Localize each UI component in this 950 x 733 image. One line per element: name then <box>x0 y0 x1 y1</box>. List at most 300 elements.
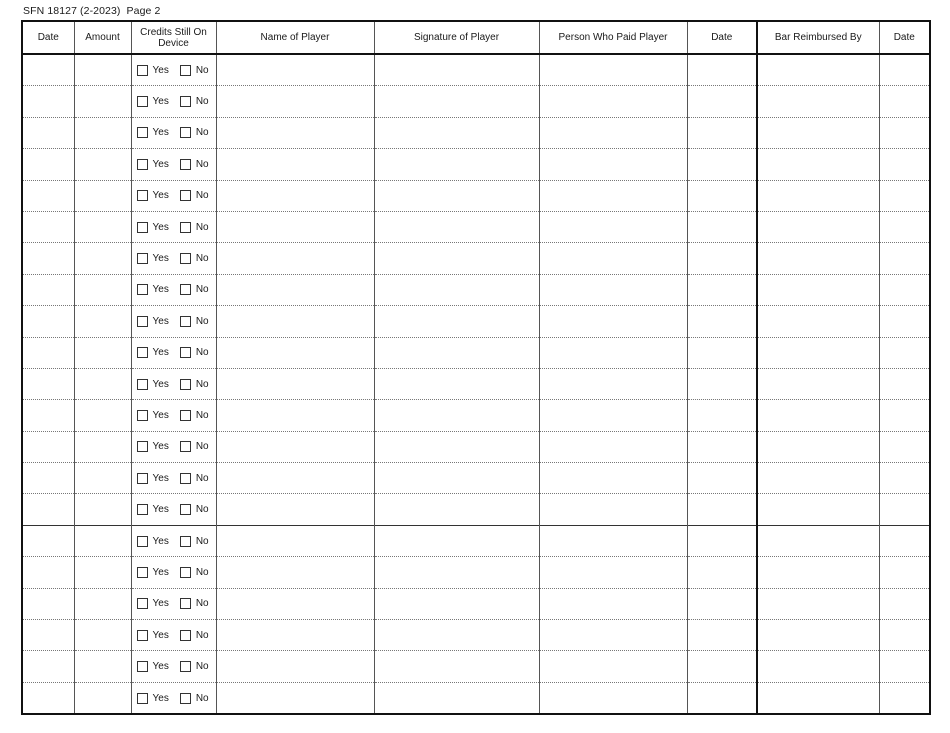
bar-reimbursed-by-cell[interactable] <box>757 306 879 337</box>
credits-cell <box>131 243 216 274</box>
credits-yes-checkbox[interactable] <box>137 190 148 201</box>
date-cell[interactable] <box>22 588 74 619</box>
name-of-player-cell[interactable] <box>216 54 374 86</box>
bar-reimbursed-by-cell[interactable] <box>757 274 879 305</box>
name-of-player-cell[interactable] <box>216 211 374 242</box>
credits-yes-checkbox[interactable] <box>137 96 148 107</box>
amount-cell[interactable] <box>74 86 131 117</box>
reimbursed-date-cell[interactable] <box>879 651 930 682</box>
amount-cell[interactable] <box>74 651 131 682</box>
credits-yes-label: Yes <box>152 284 169 296</box>
credits-cell <box>131 180 216 211</box>
name-of-player-cell[interactable] <box>216 588 374 619</box>
credits-no-label: No <box>195 661 209 673</box>
credits-yes-option[interactable] <box>137 253 169 264</box>
credits-yes-checkbox[interactable] <box>137 379 148 390</box>
name-of-player-cell[interactable] <box>216 149 374 180</box>
credits-no-checkbox[interactable] <box>180 222 191 233</box>
credits-no-label: No <box>195 96 209 108</box>
credits-yes-option[interactable] <box>137 630 169 641</box>
table-row <box>22 463 930 494</box>
credits-still-on-device-options <box>132 347 216 358</box>
credits-yes-option[interactable] <box>137 473 169 484</box>
credits-yes-checkbox[interactable] <box>137 159 148 170</box>
credits-yes-option[interactable] <box>137 159 169 170</box>
table-row <box>22 588 930 619</box>
credits-no-option[interactable] <box>180 630 209 641</box>
person-who-paid-player-cell[interactable] <box>539 400 687 431</box>
credits-no-option[interactable] <box>180 284 209 295</box>
name-of-player-cell[interactable] <box>216 86 374 117</box>
credits-no-option[interactable] <box>180 410 209 421</box>
amount-cell[interactable] <box>74 368 131 399</box>
name-of-player-cell[interactable] <box>216 651 374 682</box>
bar-reimbursed-by-cell[interactable] <box>757 337 879 368</box>
credits-yes-label: Yes <box>152 347 169 359</box>
signature-of-player-cell[interactable] <box>374 588 539 619</box>
credits-no-option[interactable] <box>180 316 209 327</box>
paid-date-cell[interactable] <box>687 86 757 117</box>
reimbursed-date-cell[interactable] <box>879 54 930 86</box>
credits-yes-checkbox[interactable] <box>137 536 148 547</box>
signature-of-player-cell[interactable] <box>374 620 539 651</box>
paid-date-cell[interactable] <box>687 431 757 462</box>
reimbursed-date-cell[interactable] <box>879 588 930 619</box>
paid-date-cell[interactable] <box>687 682 757 714</box>
credits-no-label: No <box>195 504 209 516</box>
reimbursed-date-cell[interactable] <box>879 180 930 211</box>
person-who-paid-player-cell[interactable] <box>539 525 687 556</box>
person-who-paid-player-cell[interactable] <box>539 557 687 588</box>
reimbursed-date-cell[interactable] <box>879 620 930 651</box>
table-row <box>22 620 930 651</box>
credits-no-option[interactable] <box>180 253 209 264</box>
bar-reimbursed-by-cell[interactable] <box>757 180 879 211</box>
credits-no-checkbox[interactable] <box>180 630 191 641</box>
paid-date-cell[interactable] <box>687 274 757 305</box>
signature-of-player-cell[interactable] <box>374 306 539 337</box>
person-who-paid-player-cell[interactable] <box>539 54 687 86</box>
person-who-paid-player-cell[interactable] <box>539 682 687 714</box>
amount-cell[interactable] <box>74 274 131 305</box>
person-who-paid-player-cell[interactable] <box>539 180 687 211</box>
credits-no-option[interactable] <box>180 536 209 547</box>
credits-yes-checkbox[interactable] <box>137 316 148 327</box>
name-of-player-cell[interactable] <box>216 494 374 525</box>
name-of-player-cell[interactable] <box>216 337 374 368</box>
date-cell[interactable] <box>22 682 74 714</box>
person-who-paid-player-cell[interactable] <box>539 117 687 148</box>
date-cell[interactable] <box>22 243 74 274</box>
signature-of-player-cell[interactable] <box>374 431 539 462</box>
credits-yes-option[interactable] <box>137 504 169 515</box>
credits-still-on-device-options <box>132 567 216 578</box>
credits-cell <box>131 588 216 619</box>
bar-reimbursed-by-cell[interactable] <box>757 620 879 651</box>
amount-cell[interactable] <box>74 54 131 86</box>
credits-no-label: No <box>195 692 209 704</box>
reimbursed-date-cell[interactable] <box>879 86 930 117</box>
credits-no-checkbox[interactable] <box>180 316 191 327</box>
credits-no-option[interactable] <box>180 598 209 609</box>
credits-yes-checkbox[interactable] <box>137 598 148 609</box>
date-cell[interactable] <box>22 431 74 462</box>
credits-yes-option[interactable] <box>137 598 169 609</box>
credits-still-on-device-options <box>132 96 216 107</box>
amount-cell[interactable] <box>74 525 131 556</box>
credits-still-on-device-options <box>132 253 216 264</box>
paid-date-cell[interactable] <box>687 54 757 86</box>
credits-yes-label: Yes <box>152 221 169 233</box>
amount-cell[interactable] <box>74 431 131 462</box>
credits-no-checkbox[interactable] <box>180 441 191 452</box>
name-of-player-cell[interactable] <box>216 180 374 211</box>
credits-no-option[interactable] <box>180 379 209 390</box>
reimbursed-date-cell[interactable] <box>879 557 930 588</box>
bar-reimbursed-by-cell[interactable] <box>757 117 879 148</box>
credits-no-option[interactable] <box>180 441 209 452</box>
name-of-player-cell[interactable] <box>216 463 374 494</box>
credits-no-checkbox[interactable] <box>180 379 191 390</box>
signature-of-player-cell[interactable] <box>374 494 539 525</box>
signature-of-player-cell[interactable] <box>374 368 539 399</box>
amount-cell[interactable] <box>74 557 131 588</box>
bar-reimbursed-by-cell[interactable] <box>757 463 879 494</box>
reimbursed-date-cell[interactable] <box>879 243 930 274</box>
credits-yes-checkbox[interactable] <box>137 127 148 138</box>
paid-date-cell[interactable] <box>687 243 757 274</box>
credits-no-label: No <box>195 629 209 641</box>
person-who-paid-player-cell[interactable] <box>539 588 687 619</box>
credits-no-option[interactable] <box>180 347 209 358</box>
credits-yes-option[interactable] <box>137 190 169 201</box>
credits-cell <box>131 368 216 399</box>
signature-of-player-cell[interactable] <box>374 149 539 180</box>
reimbursed-date-cell[interactable] <box>879 274 930 305</box>
credits-yes-checkbox[interactable] <box>137 284 148 295</box>
credits-no-checkbox[interactable] <box>180 661 191 672</box>
credits-no-option[interactable] <box>180 473 209 484</box>
credits-yes-label: Yes <box>152 190 169 202</box>
credits-no-checkbox[interactable] <box>180 693 191 704</box>
credits-yes-label: Yes <box>152 504 169 516</box>
reimbursed-date-cell[interactable] <box>879 117 930 148</box>
reimbursed-date-cell[interactable] <box>879 211 930 242</box>
person-who-paid-player-cell[interactable] <box>539 243 687 274</box>
paid-date-cell[interactable] <box>687 337 757 368</box>
credits-yes-checkbox[interactable] <box>137 410 148 421</box>
credits-cell <box>131 651 216 682</box>
name-of-player-cell[interactable] <box>216 525 374 556</box>
credits-yes-label: Yes <box>152 661 169 673</box>
credits-cell <box>131 525 216 556</box>
credits-still-on-device-options <box>132 598 216 609</box>
credits-yes-option[interactable] <box>137 127 169 138</box>
credits-yes-option[interactable] <box>137 284 169 295</box>
date-cell[interactable] <box>22 620 74 651</box>
bar-reimbursed-by-cell[interactable] <box>757 557 879 588</box>
credits-still-on-device-options <box>132 661 216 672</box>
date-cell[interactable] <box>22 368 74 399</box>
credits-no-checkbox[interactable] <box>180 127 191 138</box>
credits-cell <box>131 494 216 525</box>
credits-yes-option[interactable] <box>137 379 169 390</box>
signature-of-player-cell[interactable] <box>374 86 539 117</box>
form-identifier: SFN 18127 (2-2023) Page 2 <box>23 5 161 17</box>
credits-no-label: No <box>195 566 209 578</box>
credits-yes-option[interactable] <box>137 661 169 672</box>
paid-date-cell[interactable] <box>687 651 757 682</box>
credits-no-checkbox[interactable] <box>180 96 191 107</box>
credits-cell <box>131 306 216 337</box>
date-cell[interactable] <box>22 117 74 148</box>
credits-yes-option[interactable] <box>137 441 169 452</box>
credits-no-option[interactable] <box>180 65 209 76</box>
name-of-player-cell[interactable] <box>216 682 374 714</box>
bar-reimbursed-by-cell[interactable] <box>757 431 879 462</box>
date-cell[interactable] <box>22 306 74 337</box>
credits-yes-checkbox[interactable] <box>137 441 148 452</box>
credits-no-checkbox[interactable] <box>180 65 191 76</box>
credits-no-option[interactable] <box>180 504 209 515</box>
paid-date-cell[interactable] <box>687 306 757 337</box>
signature-of-player-cell[interactable] <box>374 117 539 148</box>
credits-no-label: No <box>195 409 209 421</box>
table-row <box>22 306 930 337</box>
name-of-player-cell[interactable] <box>216 243 374 274</box>
signature-of-player-cell[interactable] <box>374 243 539 274</box>
credits-yes-checkbox[interactable] <box>137 222 148 233</box>
table-body <box>22 54 930 714</box>
name-of-player-cell[interactable] <box>216 117 374 148</box>
bar-reimbursed-by-cell[interactable] <box>757 682 879 714</box>
amount-cell[interactable] <box>74 400 131 431</box>
paid-date-cell[interactable] <box>687 525 757 556</box>
credits-no-checkbox[interactable] <box>180 159 191 170</box>
paid-date-cell[interactable] <box>687 149 757 180</box>
credits-yes-checkbox[interactable] <box>137 567 148 578</box>
credits-cell <box>131 211 216 242</box>
credits-cell <box>131 400 216 431</box>
credits-no-option[interactable] <box>180 222 209 233</box>
amount-cell[interactable] <box>74 306 131 337</box>
name-of-player-cell[interactable] <box>216 620 374 651</box>
bar-reimbursed-by-cell[interactable] <box>757 149 879 180</box>
signature-of-player-cell[interactable] <box>374 651 539 682</box>
credits-yes-option[interactable] <box>137 96 169 107</box>
credits-no-option[interactable] <box>180 159 209 170</box>
name-of-player-cell[interactable] <box>216 368 374 399</box>
credits-no-label: No <box>195 535 209 547</box>
paid-date-cell[interactable] <box>687 368 757 399</box>
credits-yes-checkbox[interactable] <box>137 630 148 641</box>
credits-yes-checkbox[interactable] <box>137 473 148 484</box>
credits-no-label: No <box>195 253 209 265</box>
reimbursed-date-cell[interactable] <box>879 431 930 462</box>
credits-no-checkbox[interactable] <box>180 504 191 515</box>
paid-date-cell[interactable] <box>687 117 757 148</box>
person-who-paid-player-cell[interactable] <box>539 86 687 117</box>
reimbursed-date-cell[interactable] <box>879 525 930 556</box>
bar-reimbursed-by-cell[interactable] <box>757 588 879 619</box>
date-cell[interactable] <box>22 211 74 242</box>
bar-reimbursed-by-cell[interactable] <box>757 243 879 274</box>
credits-no-option[interactable] <box>180 190 209 201</box>
paid-date-cell[interactable] <box>687 211 757 242</box>
table-row <box>22 651 930 682</box>
credits-no-checkbox[interactable] <box>180 598 191 609</box>
credits-no-checkbox[interactable] <box>180 410 191 421</box>
person-who-paid-player-cell[interactable] <box>539 337 687 368</box>
signature-of-player-cell[interactable] <box>374 211 539 242</box>
amount-cell[interactable] <box>74 494 131 525</box>
amount-cell[interactable] <box>74 243 131 274</box>
reimbursed-date-cell[interactable] <box>879 368 930 399</box>
credits-yes-checkbox[interactable] <box>137 65 148 76</box>
table-row <box>22 54 930 86</box>
bar-reimbursed-by-cell[interactable] <box>757 651 879 682</box>
date-cell[interactable] <box>22 525 74 556</box>
bar-reimbursed-by-cell[interactable] <box>757 525 879 556</box>
paid-date-cell[interactable] <box>687 620 757 651</box>
bar-reimbursed-by-cell[interactable] <box>757 368 879 399</box>
person-who-paid-player-cell[interactable] <box>539 463 687 494</box>
paid-date-cell[interactable] <box>687 463 757 494</box>
col-header-paid-date: Date <box>687 21 757 54</box>
date-cell[interactable] <box>22 54 74 86</box>
amount-cell[interactable] <box>74 463 131 494</box>
person-who-paid-player-cell[interactable] <box>539 620 687 651</box>
amount-cell[interactable] <box>74 337 131 368</box>
credits-no-option[interactable] <box>180 567 209 578</box>
amount-cell[interactable] <box>74 588 131 619</box>
paid-date-cell[interactable] <box>687 400 757 431</box>
signature-of-player-cell[interactable] <box>374 463 539 494</box>
table-row <box>22 337 930 368</box>
credits-yes-option[interactable] <box>137 567 169 578</box>
credits-yes-checkbox[interactable] <box>137 504 148 515</box>
bar-reimbursed-by-cell[interactable] <box>757 86 879 117</box>
date-cell[interactable] <box>22 400 74 431</box>
credits-no-option[interactable] <box>180 96 209 107</box>
reimbursed-date-cell[interactable] <box>879 463 930 494</box>
signature-of-player-cell[interactable] <box>374 400 539 431</box>
person-who-paid-player-cell[interactable] <box>539 494 687 525</box>
person-who-paid-player-cell[interactable] <box>539 211 687 242</box>
credits-yes-option[interactable] <box>137 316 169 327</box>
reimbursed-date-cell[interactable] <box>879 306 930 337</box>
amount-cell[interactable] <box>74 149 131 180</box>
date-cell[interactable] <box>22 180 74 211</box>
table-row <box>22 368 930 399</box>
person-who-paid-player-cell[interactable] <box>539 149 687 180</box>
table-row <box>22 400 930 431</box>
signature-of-player-cell[interactable] <box>374 54 539 86</box>
bar-reimbursed-by-cell[interactable] <box>757 211 879 242</box>
name-of-player-cell[interactable] <box>216 274 374 305</box>
credits-no-label: No <box>195 158 209 170</box>
paid-date-cell[interactable] <box>687 588 757 619</box>
credits-no-checkbox[interactable] <box>180 347 191 358</box>
amount-cell[interactable] <box>74 211 131 242</box>
name-of-player-cell[interactable] <box>216 400 374 431</box>
credits-yes-option[interactable] <box>137 65 169 76</box>
signature-of-player-cell[interactable] <box>374 274 539 305</box>
date-cell[interactable] <box>22 149 74 180</box>
credits-yes-option[interactable] <box>137 693 169 704</box>
credits-yes-option[interactable] <box>137 222 169 233</box>
name-of-player-cell[interactable] <box>216 557 374 588</box>
signature-of-player-cell[interactable] <box>374 337 539 368</box>
reimbursed-date-cell[interactable] <box>879 682 930 714</box>
credits-no-option[interactable] <box>180 127 209 138</box>
amount-cell[interactable] <box>74 180 131 211</box>
reimbursed-date-cell[interactable] <box>879 400 930 431</box>
reimbursed-date-cell[interactable] <box>879 149 930 180</box>
credits-no-checkbox[interactable] <box>180 536 191 547</box>
amount-cell[interactable] <box>74 620 131 651</box>
credits-no-checkbox[interactable] <box>180 473 191 484</box>
date-cell[interactable] <box>22 337 74 368</box>
credits-no-checkbox[interactable] <box>180 567 191 578</box>
credits-yes-checkbox[interactable] <box>137 693 148 704</box>
paid-date-cell[interactable] <box>687 557 757 588</box>
credits-no-checkbox[interactable] <box>180 190 191 201</box>
date-cell[interactable] <box>22 274 74 305</box>
person-who-paid-player-cell[interactable] <box>539 306 687 337</box>
amount-cell[interactable] <box>74 682 131 714</box>
date-cell[interactable] <box>22 86 74 117</box>
paid-date-cell[interactable] <box>687 494 757 525</box>
name-of-player-cell[interactable] <box>216 306 374 337</box>
bar-reimbursed-by-cell[interactable] <box>757 54 879 86</box>
credits-yes-option[interactable] <box>137 410 169 421</box>
table-row <box>22 431 930 462</box>
paid-date-cell[interactable] <box>687 180 757 211</box>
credits-yes-checkbox[interactable] <box>137 661 148 672</box>
person-who-paid-player-cell[interactable] <box>539 368 687 399</box>
person-who-paid-player-cell[interactable] <box>539 431 687 462</box>
bar-reimbursed-by-cell[interactable] <box>757 494 879 525</box>
date-cell[interactable] <box>22 651 74 682</box>
reimbursed-date-cell[interactable] <box>879 494 930 525</box>
credits-no-option[interactable] <box>180 661 209 672</box>
name-of-player-cell[interactable] <box>216 431 374 462</box>
amount-cell[interactable] <box>74 117 131 148</box>
credits-no-option[interactable] <box>180 693 209 704</box>
table-row <box>22 180 930 211</box>
credits-yes-option[interactable] <box>137 347 169 358</box>
credits-yes-checkbox[interactable] <box>137 253 148 264</box>
credits-still-on-device-options <box>132 630 216 641</box>
signature-of-player-cell[interactable] <box>374 525 539 556</box>
bar-reimbursed-by-cell[interactable] <box>757 400 879 431</box>
credits-no-checkbox[interactable] <box>180 284 191 295</box>
credits-still-on-device-options <box>132 441 216 452</box>
date-cell[interactable] <box>22 494 74 525</box>
signature-of-player-cell[interactable] <box>374 557 539 588</box>
signature-of-player-cell[interactable] <box>374 180 539 211</box>
person-who-paid-player-cell[interactable] <box>539 651 687 682</box>
credits-yes-checkbox[interactable] <box>137 347 148 358</box>
credits-yes-option[interactable] <box>137 536 169 547</box>
reimbursed-date-cell[interactable] <box>879 337 930 368</box>
person-who-paid-player-cell[interactable] <box>539 274 687 305</box>
date-cell[interactable] <box>22 463 74 494</box>
date-cell[interactable] <box>22 557 74 588</box>
credits-no-checkbox[interactable] <box>180 253 191 264</box>
signature-of-player-cell[interactable] <box>374 682 539 714</box>
